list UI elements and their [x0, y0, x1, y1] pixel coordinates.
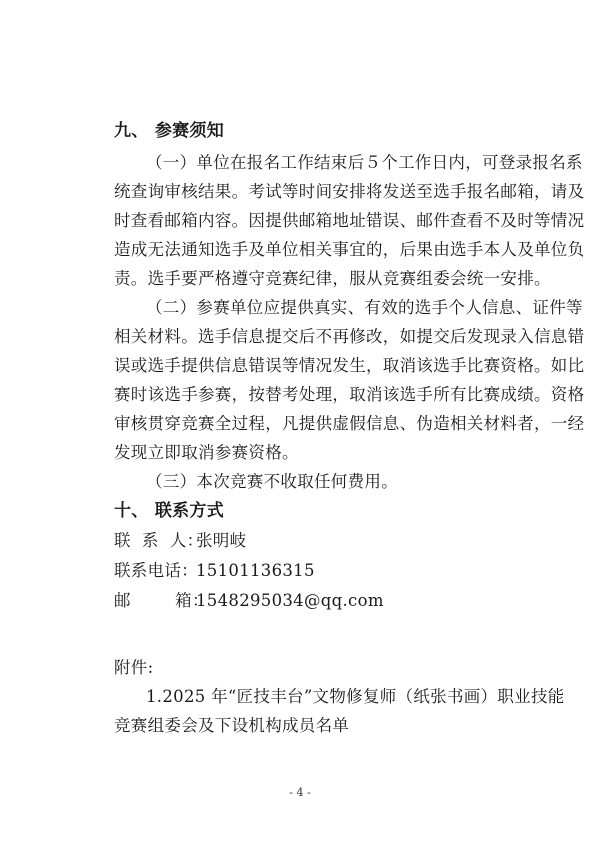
attachment-item-line: 1.2025 年“匠技丰台”文物修复师（纸张书画）职业技能	[146, 687, 565, 706]
paragraph-line: （三）本次竞赛不收取任何费用。	[146, 472, 398, 491]
paragraph-line: 责。选手要严格遵守竞赛纪律，服从竞赛组委会统一安排。	[114, 269, 551, 288]
paragraph-line: 统查询审核结果。考试等时间安排将发送至选手报名邮箱，请及	[114, 182, 585, 201]
page-number: - 4 -	[289, 786, 311, 799]
contact-email-row	[114, 591, 494, 611]
paragraph-line: 相关材料。选手信息提交后不再修改，如提交后发现录入信息错	[114, 327, 585, 346]
contact-person-row	[114, 531, 494, 551]
paragraph-line: 审核贯穿竞赛全过程，凡提供虚假信息、伪造相关材料者，一经	[114, 414, 585, 433]
attachment-label: 附件:	[114, 658, 154, 677]
paragraph-line: （一）单位在报名工作结束后５个工作日内，可登录报名系	[146, 153, 583, 172]
paragraph-line: 发现立即取消参赛资格。	[114, 443, 299, 462]
attachment-item-line: 竞赛组委会及下设机构成员名单	[114, 716, 350, 735]
section-heading-10: 十、 联系方式	[114, 501, 225, 521]
paragraph-line: 赛时该选手参赛，按替考处理，取消该选手所有比赛成绩。资格	[114, 385, 585, 404]
paragraph-line: 造成无法通知选手及单位相关事宜的，后果由选手本人及单位负	[114, 240, 585, 259]
contact-phone-label: 联系电话：	[114, 561, 198, 580]
contact-phone-value: 15101136315	[196, 561, 315, 580]
contact-person-label: 联 系 人：	[114, 531, 204, 550]
paragraph-line: （二）参赛单位应提供真实、有效的选手个人信息、证件等	[146, 298, 583, 317]
contact-phone-row	[114, 561, 494, 581]
contact-person-value: 张明岐	[196, 531, 247, 550]
contact-email-value: 1548295034@qq.com	[196, 591, 384, 610]
paragraph-line: 误或选手提供信息错误等情况发生，取消该选手比赛资格。如比	[114, 356, 585, 375]
contact-email-label: 邮 箱：	[114, 591, 209, 610]
section-heading-9: 九、 参赛须知	[114, 121, 225, 141]
paragraph-line: 时查看邮箱内容。因提供邮箱地址错误、邮件查看不及时等情况	[114, 211, 585, 230]
